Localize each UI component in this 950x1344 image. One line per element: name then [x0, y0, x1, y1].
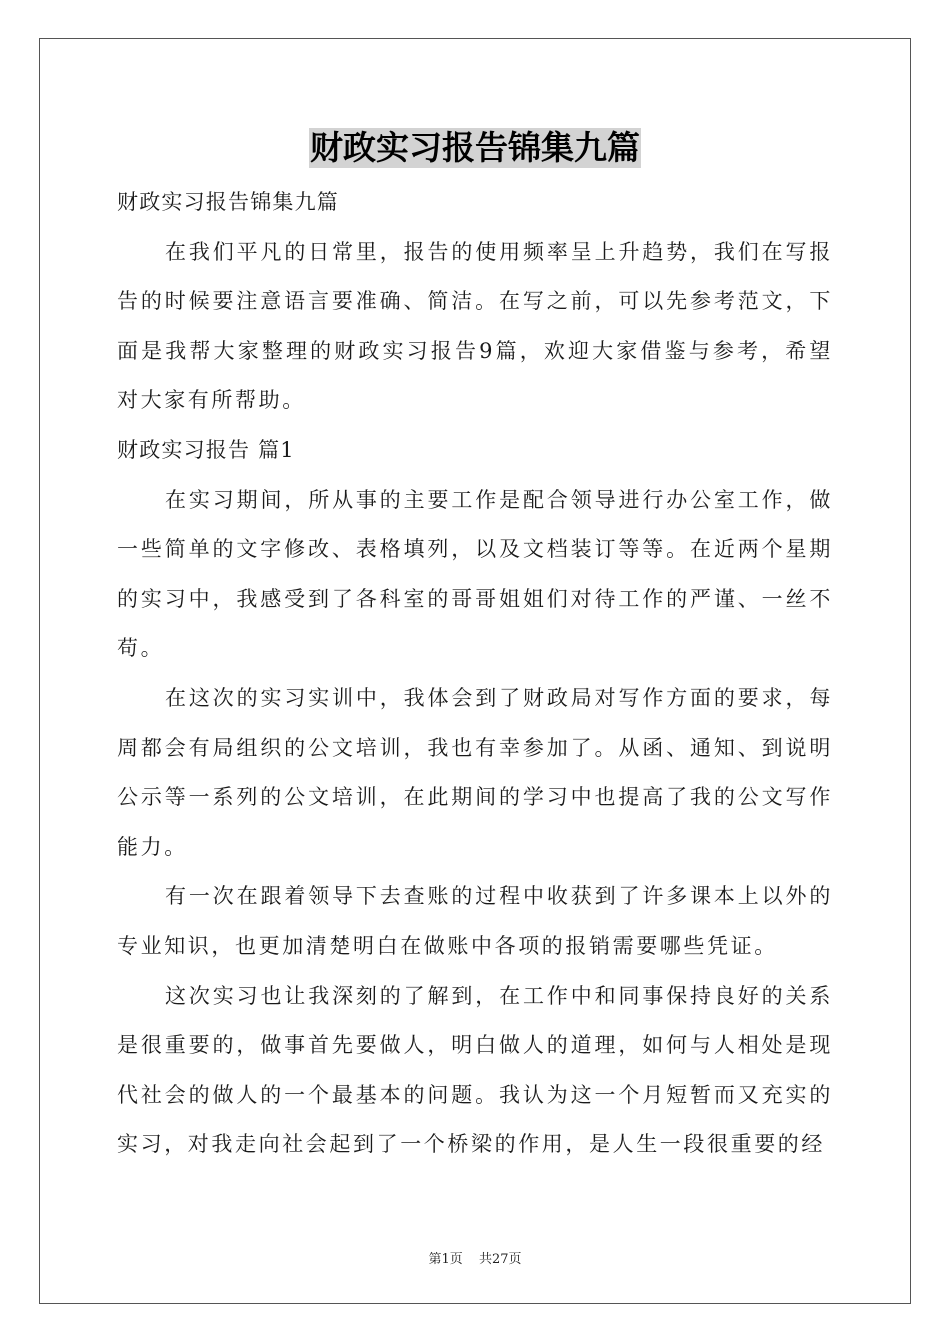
page-total: 共27页 [478, 1252, 522, 1267]
body-paragraph: 在实习期间，所从事的主要工作是配合领导进行办公室工作，做一些简单的文字修改、表格填列，以及文档装订等等。在近两个星期的实习中，我感受到了各科室的哥哥姐姐们对待工作的严谨、一丝不苟。 [117, 487, 833, 661]
document-subtitle: 财政实习报告锦集九篇 [117, 190, 339, 214]
body-paragraph: 有一次在跟着领导下去查账的过程中收获到了许多课本上以外的专业知识，也更加清楚明白在做账中各项的报销需要哪些凭证。 [117, 884, 833, 958]
title-container [0, 128, 950, 168]
document-body [117, 178, 833, 1170]
intro-paragraph: 在我们平凡的日常里，报告的使用频率呈上升趋势，我们在写报告的时候要注意语言要准确、简洁。在写之前，可以先参考范文，下面是我帮大家整理的财政实习报告9篇，欢迎大家借鉴与参考，希望对大家有所帮助。 [117, 239, 833, 413]
section-heading: 财政实习报告 篇1 [117, 437, 295, 462]
body-paragraph: 这次实习也让我深刻的了解到，在工作中和同事保持良好的关系是很重要的，做事首先要做人，明白做人的道理，如何与人相处是现代社会的做人的一个最基本的问题。我认为这一个月短暂而又充实的实习，对我走向社会起到了一个桥梁的作用，是人生一段很重要的经 [117, 983, 833, 1157]
body-paragraph: 在这次的实习实训中，我体会到了财政局对写作方面的要求，每周都会有局组织的公文培训，我也有幸参加了。从函、通知、到说明公示等一系列的公文培训，在此期间的学习中也提高了我的公文写作能力。 [117, 685, 833, 859]
document-title: 财政实习报告锦集九篇 [310, 128, 640, 167]
page-footer [0, 1248, 950, 1267]
page-number: 第1页 [428, 1252, 463, 1267]
